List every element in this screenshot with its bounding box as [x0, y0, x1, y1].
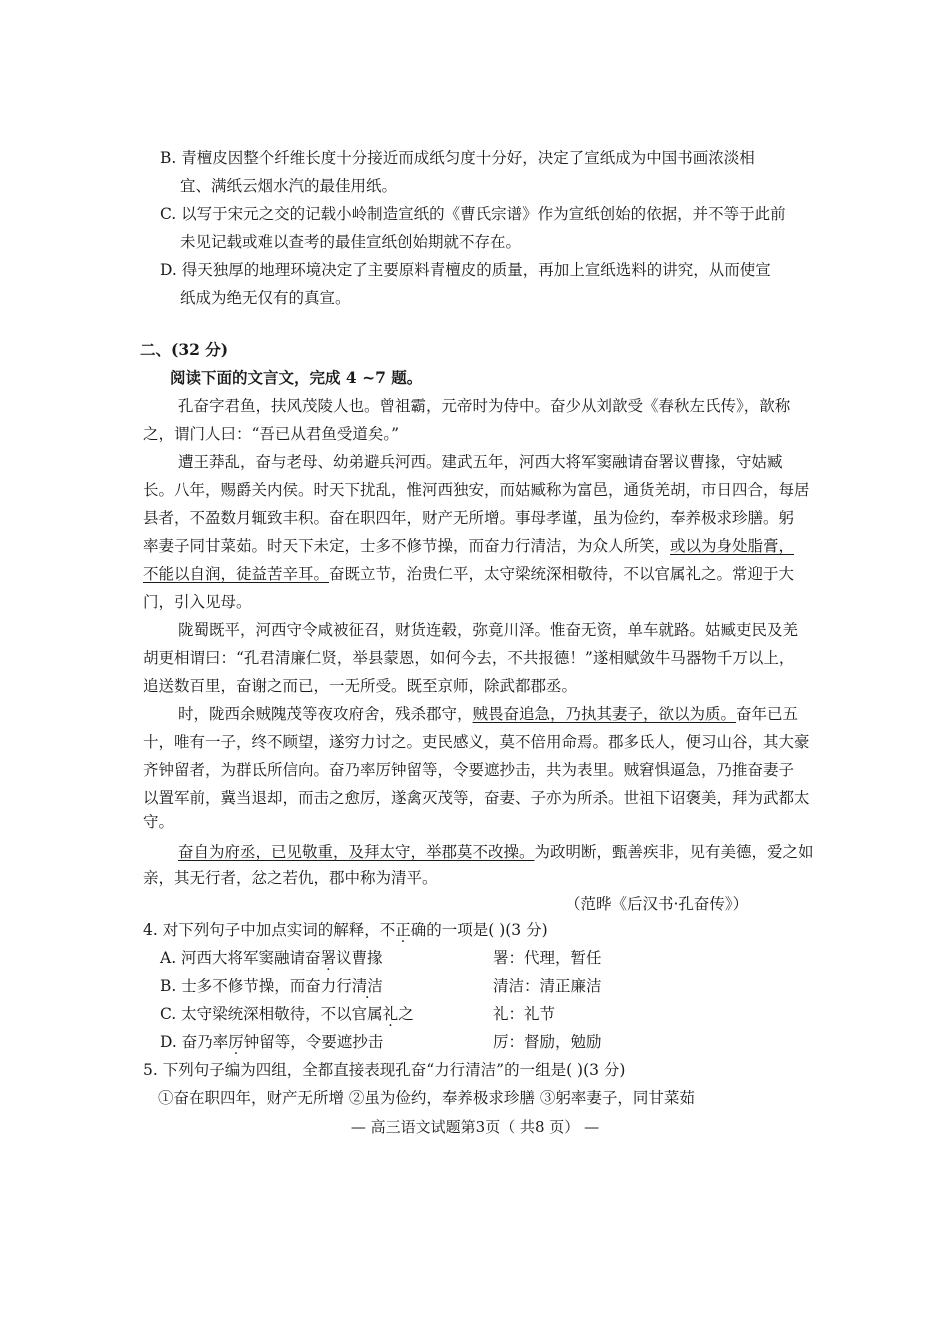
page-footer: — 高三语文试题第3页（ 共8 页） —: [350, 1118, 600, 1136]
passage-p2-line4: [143, 536, 794, 556]
passage-p3-line1: 陇蜀既平，河西守令咸被征召，财货连毂，弥竟川泽。惟奋无资，单车就路。姑臧吏民及羌: [178, 621, 799, 639]
passage-p1-line1: 孔奋字君鱼，扶风茂陵人也。曾祖霸，元帝时为侍中。奋少从刘歆受《春秋左氏传》，歆称: [178, 397, 791, 415]
option-d-line1: D. 得天独厚的地理环境决定了主要原料青檀皮的质量，再加上宣纸选料的讲究，从而使宣: [160, 261, 771, 279]
q4-option-text: C. 太守梁统深相敬待，不以官属: [160, 1005, 383, 1023]
passage-p5-line1: [178, 842, 814, 862]
dotted-word: 清洁: [351, 977, 383, 995]
passage-text: 率妻子同甘菜茹。时天下未定，士多不修节操，而奋力行清洁，为众人所笑，: [143, 537, 671, 555]
dotted-word: 厉: [228, 1033, 244, 1051]
q4-stem-text: 的一项是( )(3 分): [426, 921, 548, 939]
q4-option-b-answer: 清洁：清正廉洁: [493, 977, 602, 995]
option-c-line1: C. 以写于宋元之交的记载小岭制造宣纸的《曹氏宗谱》作为宣纸创始的依据，并不等于此前: [160, 205, 786, 223]
q4-option-text: D. 奋乃率: [160, 1033, 229, 1051]
passage-text: 时，陇西余贼隗茂等夜攻府舍，残杀郡守，: [178, 705, 473, 723]
q4-option-d: [160, 1032, 383, 1052]
passage-p4-line4: 以置军前，冀当退却，而击之愈厉，遂禽灭茂等，奋妻、子亦为所杀。世祖下诏褒美，拜为武都太: [143, 789, 810, 807]
q4-option-a-answer: 署：代理，暂任: [493, 949, 602, 967]
q4-option-a: [160, 948, 383, 968]
q4-option-b: [160, 976, 383, 996]
q4-option-c-answer: 礼：礼节: [493, 1005, 556, 1023]
passage-source: （范晔《后汉书·孔奋传》）: [565, 895, 749, 913]
passage-p1-line2: 之，谓门人曰：“吾已从君鱼受道矣。”: [143, 425, 400, 443]
passage-p4-line1: [178, 704, 798, 724]
q4-stem-text: 4. 对下列句子中加点实词的解释，: [143, 921, 380, 939]
option-b-line2: 宜、满纸云烟水汽的最佳用纸。: [180, 177, 398, 195]
section-heading: 二、(32 分): [140, 340, 229, 359]
underlined-sentence: 或以为身处脂膏，: [670, 537, 795, 555]
passage-text: 奋既立节，治贵仁平，太守梁统深相敬待，不以官属礼之。常迎于大: [329, 565, 795, 583]
q4-option-c: [160, 1004, 414, 1024]
underlined-sentence: 不能以自润，徒益苦辛耳。: [143, 565, 330, 583]
q4-option-text: 议曹掾: [336, 949, 383, 967]
passage-p2-line2: 长。八年，赐爵关内侯。时天下扰乱，惟河西独安，而姑臧称为富邑，通货羌胡，市日四合，每居: [143, 481, 810, 499]
passage-p2-line6: 门，引入见母。: [143, 593, 252, 611]
passage-p2-line3: 县者，不盈数月辄致丰积。奋在职四年，财产无所增。事母孝谨，虽为俭约，奉养极求珍膳。躬: [143, 509, 795, 527]
passage-p2-line5: [143, 564, 794, 584]
passage-p2-line1: 遭王莽乱，奋与老母、幼弟避兵河西。建武五年，河西大将军窦融请奋署议曹掾，守姑臧: [178, 453, 783, 471]
passage-text: 奋年已五: [736, 705, 799, 723]
passage-p3-line2: 胡更相谓曰：“孔君清廉仁贤，举县蒙恩，如何今去，不共报德！”遂相赋敛牛马器物千万以上，: [143, 649, 795, 667]
dotted-word: 礼: [382, 1005, 399, 1023]
q4-option-text: B. 士多不修节操，而奋力行: [160, 977, 352, 995]
underlined-sentence: 奋自为府丞，已见敬重，及拜太守，举郡莫不改操。: [178, 843, 535, 861]
dotted-word: 署: [320, 949, 337, 967]
q4-stem: [143, 920, 548, 940]
q4-option-text: 钟留等，令要遮抄击: [243, 1033, 384, 1051]
q4-option-text: 之: [398, 1005, 414, 1023]
section-instruction: 阅读下面的文言文，完成 4 ~7 题。: [170, 368, 423, 387]
passage-p4-line3: 齐钟留者，为群氐所信向。奋乃率厉钟留等，令要遮抄击，共为表里。贼窘惧逼急，乃推奋妻子: [143, 761, 795, 779]
passage-p5-line2: 亲，其无行者，忿之若仇，郡中称为清平。: [143, 869, 438, 887]
q5-choices-line: ①奋在职四年，财产无所增 ②虽为俭约，奉养极求珍膳 ③躬率妻子，同甘菜茹: [158, 1089, 695, 1107]
q4-option-text: A. 河西大将军窦融请奋: [160, 949, 321, 967]
option-b-line1: B. 青檀皮因整个纤维长度十分接近而成纸匀度十分好，决定了宣纸成为中国书画浓淡相: [160, 149, 755, 167]
q4-stem-emphasis: 不正确: [379, 921, 427, 939]
passage-p4-line5: 守。: [143, 813, 175, 831]
q5-stem: 5. 下列句子编为四组，全都直接表现孔奋“力行清洁”的一组是( )(3 分): [143, 1061, 626, 1079]
option-c-line2: 未见记载或难以查考的最佳宣纸创始期就不存在。: [180, 233, 522, 251]
option-d-line2: 纸成为绝无仅有的真宣。: [180, 289, 351, 307]
passage-p4-line2: 十，唯有一子，终不顾望，遂穷力讨之。吏民感义，莫不倍用命焉。郡多氐人，便习山谷，其大豪: [143, 733, 810, 751]
passage-text: 为政明断，甄善疾非，见有美德，爱之如: [534, 843, 814, 861]
passage-p3-line3: 追送数百里，奋谢之而已，一无所受。既至京师，除武都郡丞。: [143, 677, 578, 695]
underlined-sentence: 贼畏奋追急，乃执其妻子，欲以为质。: [472, 705, 737, 723]
q4-option-d-answer: 厉：督励，勉励: [493, 1033, 602, 1051]
